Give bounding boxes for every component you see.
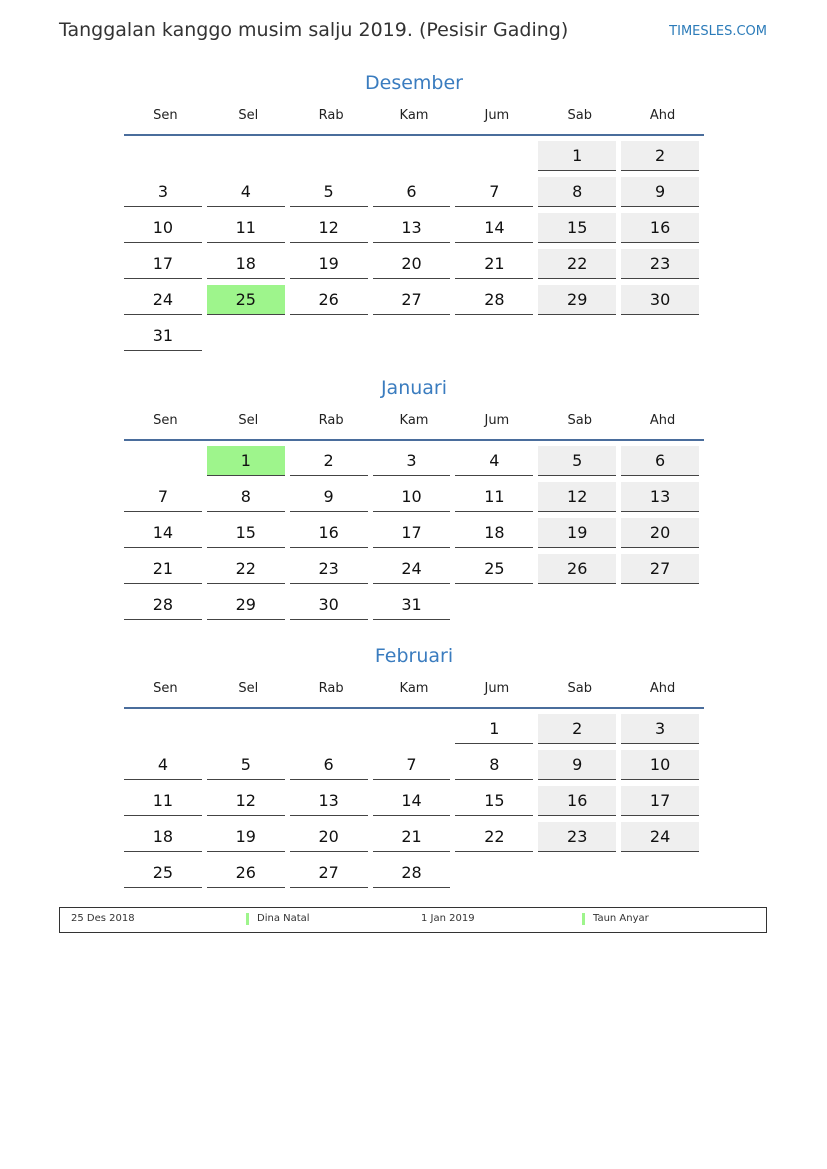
day-cell: 6 <box>621 446 699 476</box>
day-cell: 20 <box>373 249 451 279</box>
weekday-label: Jum <box>484 108 510 123</box>
empty-day-cell <box>373 714 451 744</box>
week-row <box>124 750 704 780</box>
month-title: Februari <box>374 645 454 667</box>
week-row <box>124 518 704 548</box>
day-cell: 24 <box>373 554 451 584</box>
empty-day-cell <box>373 141 451 171</box>
day-cell: 11 <box>124 786 202 816</box>
day-cell: 27 <box>373 285 451 315</box>
day-cell: 11 <box>207 213 285 243</box>
weekday-label: Sel <box>238 413 259 428</box>
site-link[interactable]: TIMESLES.COM <box>669 24 767 39</box>
holiday-legend <box>59 907 767 933</box>
day-cell: 2 <box>621 141 699 171</box>
day-cell: 12 <box>538 482 616 512</box>
day-cell: 15 <box>455 786 533 816</box>
weekday-label: Rab <box>318 681 344 696</box>
empty-day-cell <box>124 141 202 171</box>
day-cell: 20 <box>290 822 368 852</box>
empty-day-cell <box>621 321 699 351</box>
empty-day-cell <box>290 321 368 351</box>
day-cell: 13 <box>373 213 451 243</box>
empty-day-cell <box>207 321 285 351</box>
empty-day-cell <box>538 590 616 620</box>
month-calendar <box>124 70 704 357</box>
week-row <box>124 822 704 852</box>
day-cell: 17 <box>621 786 699 816</box>
day-cell: 10 <box>373 482 451 512</box>
day-cell: 21 <box>373 822 451 852</box>
empty-day-cell <box>290 714 368 744</box>
day-cell: 23 <box>538 822 616 852</box>
weekday-label: Sab <box>567 681 592 696</box>
weekday-header <box>124 106 704 136</box>
day-cell: 13 <box>290 786 368 816</box>
week-row <box>124 321 704 351</box>
day-cell: 23 <box>290 554 368 584</box>
day-cell: 29 <box>207 590 285 620</box>
legend-holiday-name: Dina Natal <box>246 913 310 925</box>
legend-date: 1 Jan 2019 <box>421 913 475 924</box>
day-cell: 14 <box>455 213 533 243</box>
weekday-label: Sen <box>153 681 178 696</box>
day-cell: 30 <box>621 285 699 315</box>
day-cell: 8 <box>538 177 616 207</box>
week-row <box>124 858 704 888</box>
day-cell: 22 <box>455 822 533 852</box>
day-cell: 2 <box>538 714 616 744</box>
day-cell: 26 <box>290 285 368 315</box>
day-cell: 25 <box>455 554 533 584</box>
empty-day-cell <box>124 446 202 476</box>
day-cell: 14 <box>373 786 451 816</box>
day-cell: 16 <box>290 518 368 548</box>
weekday-label: Kam <box>399 681 429 696</box>
day-cell: 18 <box>455 518 533 548</box>
day-cell: 12 <box>290 213 368 243</box>
week-row <box>124 482 704 512</box>
empty-day-cell <box>207 141 285 171</box>
day-cell: 26 <box>538 554 616 584</box>
day-cell: 5 <box>538 446 616 476</box>
day-cell: 17 <box>124 249 202 279</box>
empty-day-cell <box>290 141 368 171</box>
day-cell: 9 <box>290 482 368 512</box>
empty-day-cell <box>124 714 202 744</box>
day-cell: 10 <box>621 750 699 780</box>
week-row <box>124 213 704 243</box>
weekday-label: Ahd <box>649 108 676 123</box>
day-cell: 7 <box>455 177 533 207</box>
empty-day-cell <box>455 858 533 888</box>
day-cell: 24 <box>621 822 699 852</box>
day-cell: 4 <box>207 177 285 207</box>
weekday-label: Kam <box>399 413 429 428</box>
weekday-header <box>124 679 704 709</box>
day-cell: 22 <box>207 554 285 584</box>
weekday-label: Sel <box>238 108 259 123</box>
day-cell: 19 <box>207 822 285 852</box>
week-row <box>124 590 704 620</box>
weekday-label: Sab <box>567 108 592 123</box>
empty-day-cell <box>373 321 451 351</box>
weekday-label: Kam <box>399 108 429 123</box>
day-cell: 11 <box>455 482 533 512</box>
week-row <box>124 285 704 315</box>
day-cell: 7 <box>373 750 451 780</box>
day-cell: 16 <box>538 786 616 816</box>
day-cell: 12 <box>207 786 285 816</box>
empty-day-cell <box>538 858 616 888</box>
day-cell: 24 <box>124 285 202 315</box>
day-cell: 4 <box>124 750 202 780</box>
empty-day-cell <box>621 858 699 888</box>
day-cell: 15 <box>207 518 285 548</box>
month-title: Desember <box>365 72 463 94</box>
week-row <box>124 786 704 816</box>
weekday-label: Sen <box>153 413 178 428</box>
week-row <box>124 249 704 279</box>
weekday-label: Ahd <box>649 413 676 428</box>
weekday-label: Sab <box>567 413 592 428</box>
day-cell: 29 <box>538 285 616 315</box>
day-cell: 30 <box>290 590 368 620</box>
week-row <box>124 141 704 171</box>
day-cell: 4 <box>455 446 533 476</box>
day-cell: 2 <box>290 446 368 476</box>
day-cell: 31 <box>373 590 451 620</box>
empty-day-cell <box>455 321 533 351</box>
day-cell: 15 <box>538 213 616 243</box>
day-cell: 14 <box>124 518 202 548</box>
weekday-label: Rab <box>318 413 344 428</box>
week-row <box>124 177 704 207</box>
day-cell: 10 <box>124 213 202 243</box>
month-calendar <box>124 375 704 626</box>
weekday-label: Rab <box>318 108 344 123</box>
day-cell: 19 <box>538 518 616 548</box>
day-cell: 25 <box>124 858 202 888</box>
day-cell: 22 <box>538 249 616 279</box>
day-cell: 7 <box>124 482 202 512</box>
day-cell: 23 <box>621 249 699 279</box>
weekday-label: Sel <box>238 681 259 696</box>
week-row <box>124 446 704 476</box>
empty-day-cell <box>207 714 285 744</box>
day-cell: 28 <box>373 858 451 888</box>
weekday-header <box>124 411 704 441</box>
day-cell: 6 <box>290 750 368 780</box>
day-cell: 21 <box>124 554 202 584</box>
weekday-label: Sen <box>153 108 178 123</box>
day-cell: 8 <box>455 750 533 780</box>
day-cell: 20 <box>621 518 699 548</box>
empty-day-cell <box>455 590 533 620</box>
legend-date: 25 Des 2018 <box>71 913 135 924</box>
holiday-day-cell: 25 <box>207 285 285 315</box>
holiday-day-cell: 1 <box>207 446 285 476</box>
weekday-label: Ahd <box>649 681 676 696</box>
month-calendar <box>124 643 704 894</box>
day-cell: 8 <box>207 482 285 512</box>
day-cell: 1 <box>538 141 616 171</box>
day-cell: 19 <box>290 249 368 279</box>
empty-day-cell <box>621 590 699 620</box>
day-cell: 16 <box>621 213 699 243</box>
month-title: Januari <box>380 377 448 399</box>
legend-holiday-name: Taun Anyar <box>582 913 649 925</box>
day-cell: 26 <box>207 858 285 888</box>
day-cell: 9 <box>621 177 699 207</box>
day-cell: 3 <box>124 177 202 207</box>
empty-day-cell <box>538 321 616 351</box>
empty-day-cell <box>455 141 533 171</box>
weekday-label: Jum <box>484 681 510 696</box>
day-cell: 1 <box>455 714 533 744</box>
day-cell: 18 <box>207 249 285 279</box>
day-cell: 6 <box>373 177 451 207</box>
day-cell: 28 <box>455 285 533 315</box>
weekday-label: Jum <box>484 413 510 428</box>
page-title: Tanggalan kanggo musim salju 2019. (Pesisir Gading) <box>59 19 569 41</box>
day-cell: 5 <box>207 750 285 780</box>
day-cell: 3 <box>621 714 699 744</box>
week-row <box>124 714 704 744</box>
day-cell: 3 <box>373 446 451 476</box>
week-row <box>124 554 704 584</box>
day-cell: 9 <box>538 750 616 780</box>
day-cell: 28 <box>124 590 202 620</box>
day-cell: 13 <box>621 482 699 512</box>
day-cell: 31 <box>124 321 202 351</box>
day-cell: 27 <box>621 554 699 584</box>
day-cell: 21 <box>455 249 533 279</box>
day-cell: 5 <box>290 177 368 207</box>
day-cell: 27 <box>290 858 368 888</box>
day-cell: 18 <box>124 822 202 852</box>
day-cell: 17 <box>373 518 451 548</box>
